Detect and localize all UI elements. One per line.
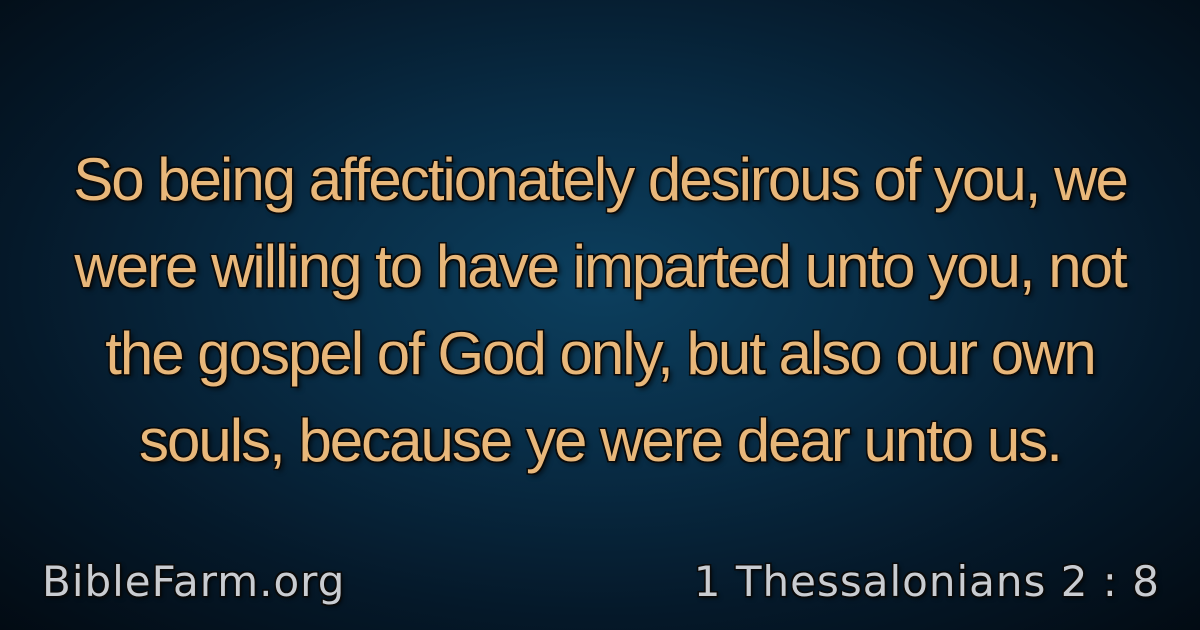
site-name: BibleFarm.org <box>42 557 346 606</box>
verse-reference: 1 Thessalonians 2 : 8 <box>693 557 1160 606</box>
verse-text: So being affectionately desirous of you, we were willing to have imparted unto you, not the gospel of God only, but also our own souls, because ye were dear unto us. <box>73 146 1127 474</box>
